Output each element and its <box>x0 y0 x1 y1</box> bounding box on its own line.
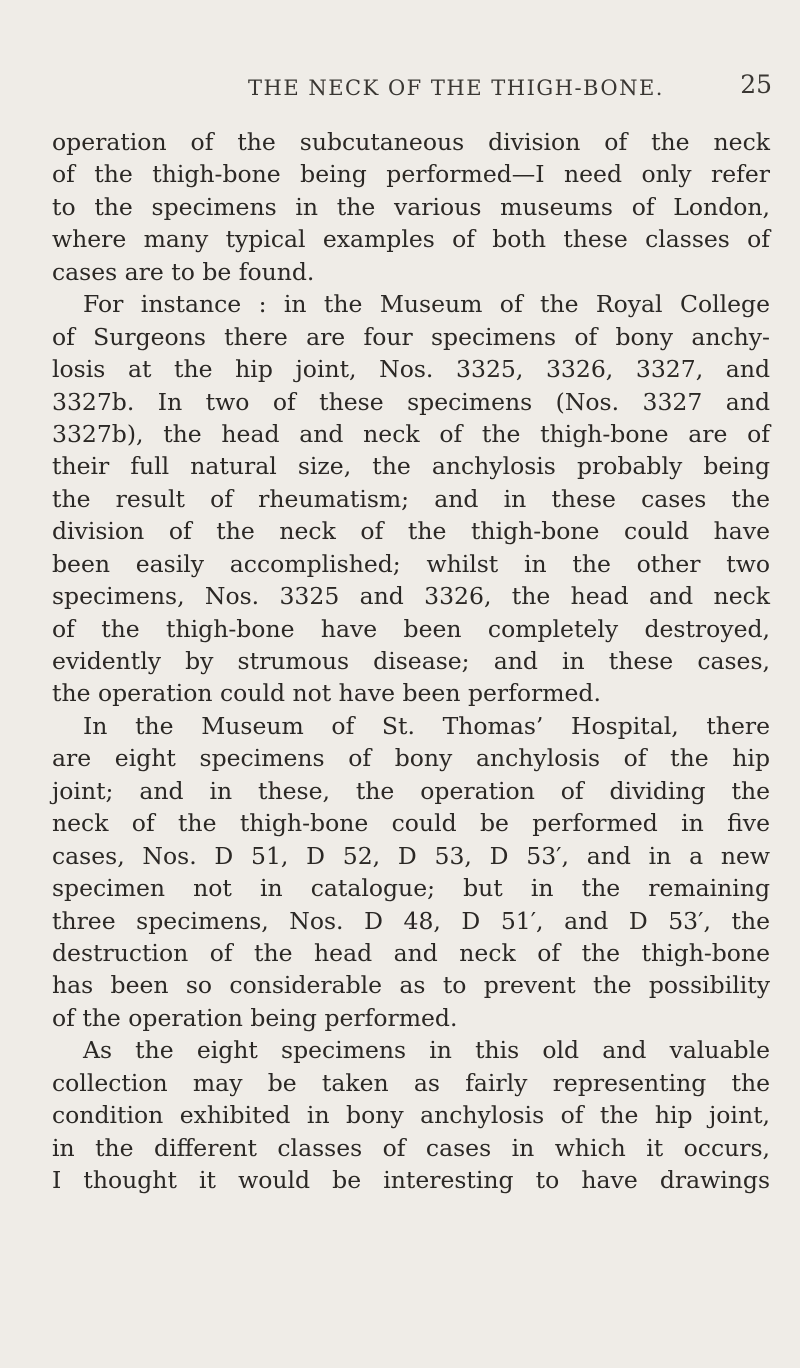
text-line: their full natural size, the anchylosis probably being <box>52 452 770 481</box>
text-line: cases are to be found. <box>52 257 315 286</box>
running-title: THE NECK OF THE THIGH-BONE. <box>248 76 664 100</box>
page-number: 25 <box>740 70 772 99</box>
text-line: of the thigh-bone being performed—I need only refer <box>52 160 770 189</box>
text-line: has been so considerable as to prevent the possibility <box>52 971 770 1000</box>
text-line: the operation could not have been performed. <box>52 679 601 708</box>
text-line: operation of the subcutaneous division of the neck <box>52 128 770 156</box>
text-line: of Surgeons there are four specimens of bony anchy- <box>52 322 770 351</box>
body-text <box>52 126 770 1196</box>
text-line: been easily accomplished; whilst in the other two <box>52 549 770 578</box>
text-line: For instance : in the Museum of the Royal College <box>83 290 770 319</box>
text-line: three specimens, Nos. D 48, D 51′, and D 53′, the <box>52 906 770 935</box>
text-line: 3327b), the head and neck of the thigh-bone are of <box>52 419 770 448</box>
text-line: collection may be taken as fairly representing the <box>52 1068 770 1097</box>
text-line: joint; and in these, the operation of dividing the <box>52 776 770 805</box>
text-line: neck of the thigh-bone could be performed in five <box>52 809 770 838</box>
text-line: cases, Nos. D 51, D 52, D 53, D 53′, and in a new <box>52 841 770 870</box>
text-line: of the operation being performed. <box>52 1003 458 1032</box>
text-line: destruction of the head and neck of the thigh-bone <box>52 938 770 967</box>
text-line: evidently by strumous disease; and in these cases, <box>52 647 770 675</box>
text-line: in the different classes of cases in which it occurs, <box>52 1133 770 1162</box>
text-line: In the Museum of St. Thomas’ Hospital, there <box>83 711 770 740</box>
text-line: losis at the hip joint, Nos. 3325, 3326, 3327, and <box>52 355 770 384</box>
text-line: As the eight specimens in this old and valuable <box>83 1036 770 1065</box>
text-line: the result of rheumatism; and in these cases the <box>52 484 770 513</box>
page-header <box>40 70 780 110</box>
text-line: where many typical examples of both these classes of <box>52 225 770 254</box>
text-line: condition exhibited in bony anchylosis of the hip joint, <box>52 1101 770 1130</box>
text-line: specimens, Nos. 3325 and 3326, the head and neck <box>52 582 770 611</box>
text-line: division of the neck of the thigh-bone could have <box>52 517 770 546</box>
text-line: of the thigh-bone have been completely destroyed, <box>52 614 770 643</box>
text-line: 3327b. In two of these specimens (Nos. 3327 and <box>52 387 770 416</box>
text-line: are eight specimens of bony anchylosis of the hip <box>52 744 770 773</box>
text-line: to the specimens in the various museums of London, <box>52 192 770 221</box>
text-line: specimen not in catalogue; but in the remaining <box>52 874 770 903</box>
text-line: I thought it would be interesting to have drawings <box>52 1166 770 1194</box>
